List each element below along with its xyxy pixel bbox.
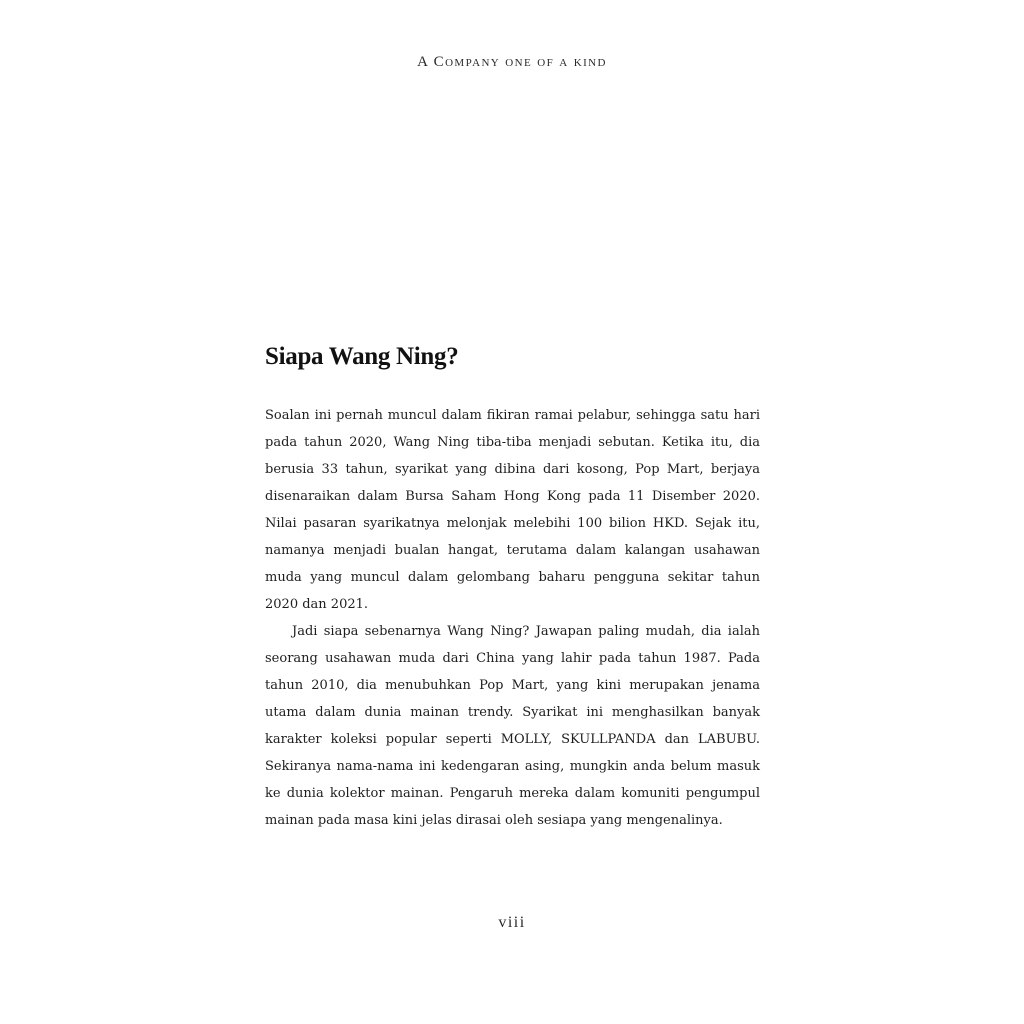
paragraph-1: Soalan ini pernah muncul dalam fikiran ramai pelabur, sehingga satu hari pada tahun 2020, Wang Ning tiba-tiba menjadi sebutan. Ketika itu, dia berusia 33 tahun, syarikat yang dibina dari kosong, Pop Mart, berjaya disenaraikan dalam Bursa Saham Hong Kong pada 11 Disember 2020. Nilai pasaran syarikatnya melonjak melebihi 100 bilion HKD. Sejak itu, namanya menjadi bualan hangat, terutama dalam kalangan usahawan muda yang muncul dalam gelombang baharu pengguna sekitar tahun 2020 dan 2021. [265,408,760,612]
body-text [265,402,760,834]
page-number: viii [498,914,526,931]
running-head: A Company one of a kind [417,54,607,70]
chapter-title: Siapa Wang Ning? [265,343,459,370]
paragraph-2: Jadi siapa sebenarnya Wang Ning? Jawapan paling mudah, dia ialah seorang usahawan muda dari China yang lahir pada tahun 1987. Pada tahun 2010, dia menubuhkan Pop Mart, yang kini merupakan jenama utama dalam dunia mainan trendy. Syarikat ini menghasilkan banyak karakter koleksi popular seperti MOLLY, SKULLPANDA dan LABUBU. Sekiranya nama-nama ini kedengaran asing, mungkin anda belum masuk ke dunia kolektor mainan. Pengaruh mereka dalam komuniti pengumpul mainan pada masa kini jelas dirasai oleh sesiapa yang mengenalinya. [265,624,760,828]
